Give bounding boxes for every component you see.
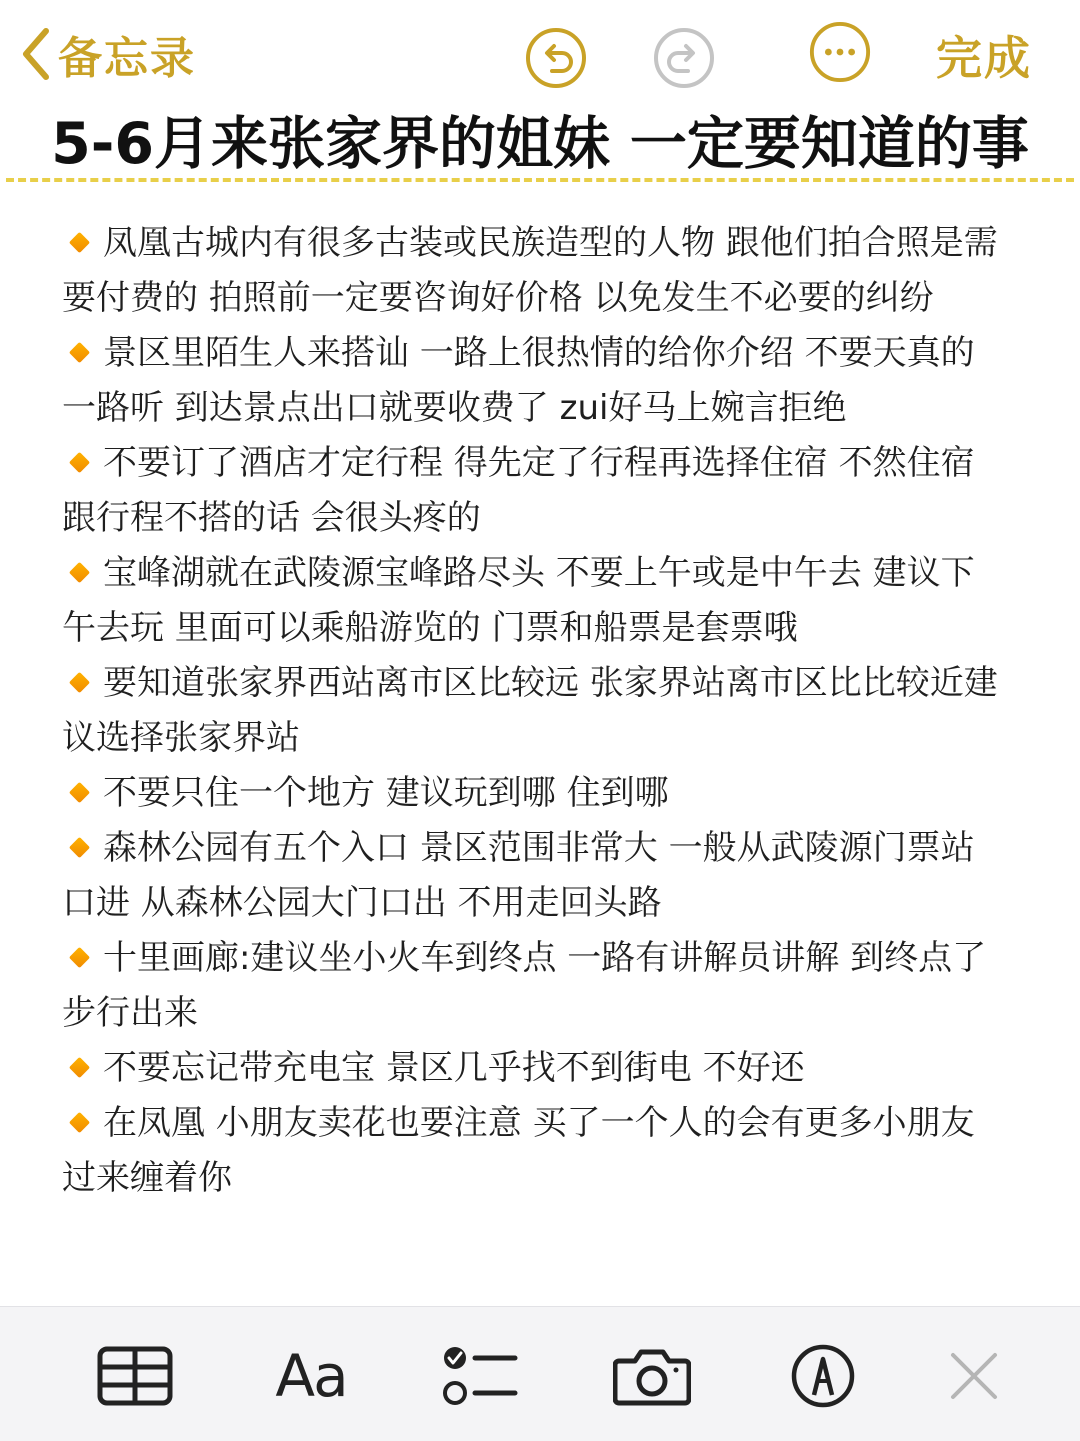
done-button[interactable]: 完成 — [936, 31, 1032, 85]
bottom-toolbar — [0, 1306, 1080, 1441]
note-item: 在凤凰 小朋友卖花也要注意 买了一个人的会有更多小朋友过来缠着你 — [62, 1103, 975, 1198]
diamond-bullet-icon — [69, 782, 90, 803]
back-button[interactable] — [18, 22, 196, 86]
note-item: 不要忘记带充电宝 景区几乎找不到街电 不好还 — [62, 1041, 1002, 1096]
more-button[interactable] — [808, 20, 872, 84]
diamond-bullet-icon — [69, 342, 90, 363]
title-divider — [6, 178, 1074, 182]
redo-button[interactable] — [652, 26, 716, 90]
redo-icon — [652, 26, 716, 90]
table-button[interactable] — [96, 1331, 174, 1421]
diamond-bullet-icon — [69, 232, 90, 253]
diamond-bullet-icon — [69, 452, 90, 473]
diamond-bullet-icon — [69, 1057, 90, 1078]
note-item: 十里画廊:建议坐小火车到终点 一路有讲解员讲解 到终点了步行出来 — [62, 938, 987, 1033]
diamond-bullet-icon — [69, 562, 90, 583]
note-title[interactable]: 5-6月来张家界的姐妹 一定要知道的事 — [51, 111, 1029, 177]
back-label: 备忘录 — [58, 33, 196, 84]
note-item: 宝峰湖就在武陵源宝峰路尽头 不要上午或是中午去 建议下午去玩 里面可以乘船游览的 门票和船票是套票哦 — [62, 553, 975, 648]
markup-button[interactable] — [788, 1331, 858, 1421]
diamond-bullet-icon — [69, 947, 90, 968]
note-item: 要知道张家界西站离市区比较远 张家界站离市区比比较近建议选择张家界站 — [62, 663, 998, 758]
note-item: 景区里陌生人来搭讪 一路上很热情的给你介绍 不要天真的一路听 到达景点出口就要收费了 zui好马上婉言拒绝 — [62, 333, 975, 428]
camera-icon — [613, 1345, 691, 1407]
camera-button[interactable] — [612, 1331, 692, 1421]
checklist-icon — [441, 1343, 519, 1409]
diamond-bullet-icon — [69, 672, 90, 693]
close-icon — [947, 1349, 1001, 1403]
table-icon — [97, 1346, 173, 1406]
note-item: 森林公园有五个入口 景区范围非常大 一般从武陵源门票站口进 从森林公园大门口出 不用走回头路 — [62, 828, 975, 923]
note-item: 凤凰古城内有很多古装或民族造型的人物 跟他们拍合照是需要付费的 拍照前一定要咨询好价格 以免发生不必要的纠纷 — [62, 223, 998, 318]
note-item: 不要订了酒店才定行程 得先定了行程再选择住宿 不然住宿跟行程不搭的话 会很头疼的 — [62, 443, 975, 538]
format-icon: Aa — [275, 1342, 347, 1410]
more-icon — [808, 19, 872, 85]
format-button[interactable] — [266, 1331, 356, 1421]
diamond-bullet-icon — [69, 837, 90, 858]
top-bar — [0, 0, 1080, 100]
checklist-button[interactable] — [440, 1331, 520, 1421]
undo-button[interactable] — [524, 26, 588, 90]
diamond-bullet-icon — [69, 1112, 90, 1133]
chevron-left-icon — [18, 25, 52, 83]
note-body[interactable] — [62, 216, 1002, 1206]
note-item: 不要只住一个地方 建议玩到哪 住到哪 — [62, 766, 1002, 821]
undo-icon — [524, 26, 588, 90]
markup-icon — [790, 1343, 856, 1409]
close-keyboard-button[interactable] — [946, 1331, 1002, 1421]
